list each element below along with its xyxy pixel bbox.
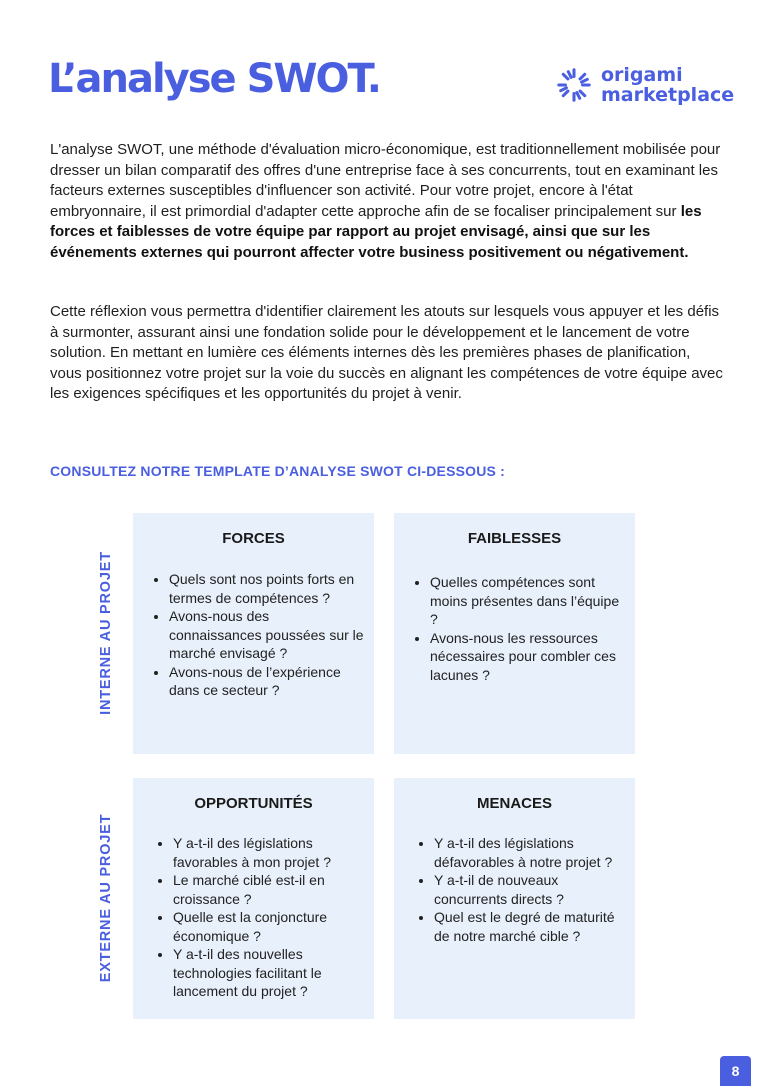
logo-line-2: marketplace [601,84,735,106]
list-item: • Quel est le degré de maturité de notre marché cible ? [434,908,625,945]
swot-opportunites-box [133,778,374,1019]
list-item: • Avons-nous les ressources nécessaires pour combler ces lacunes ? [430,629,625,685]
side-label-external: EXTERNE AU PROJET [98,813,114,983]
intro-paragraph-1-emphasis: les forces et faiblesses de votre équipe par rapport au projet envisagé, ainsi que sur les événements externes qui pourront affecter votre business positivement ou négativement. [50,202,702,261]
list-item: • Quelle est la conjoncture économique ? [173,908,364,945]
swot-faiblesses-title: FAIBLESSES [467,530,562,547]
swot-menaces-list [416,834,625,945]
list-item: • Avons-nous de l’expérience dans ce secteur ? [169,663,364,700]
swot-faiblesses-box [394,513,635,754]
swot-forces-title: FORCES [222,530,285,547]
list-item: • Le marché ciblé est-il en croissance ? [173,871,364,908]
list-item: • Y a-t-il des législations défavorables à notre projet ? [434,834,625,871]
list-item: • Y a-t-il de nouveaux concurrents directs ? [434,871,625,908]
intro-paragraph-2: Cette réflexion vous permettra d'identifier clairement les atouts sur lesquels vous appuyer et les défis à surmonter, assurant ainsi une fondation solide pour le développement et le lancement de votre solution. En mettant en lumière ces éléments internes dès les premières phases de planification, vous positionnez votre projet sur la voie du succès en alignant les compétences de votre équipe avec les exigences spécifiques et les opportunités du projet à venir. [50,303,723,402]
origami-burst-icon [555,66,593,104]
page-title: L’analyse SWOT. [48,56,380,102]
logo-line-1: origami [601,64,683,86]
list-item: • Y a-t-il des nouvelles technologies facilitant le lancement du projet ? [173,945,364,1001]
list-item: • Y a-t-il des législations favorables à mon projet ? [173,834,364,871]
page-number: 8 [720,1056,751,1086]
swot-forces-list [151,570,364,700]
brand-logo [555,65,734,105]
list-item: • Quelles compétences sont moins présentes dans l’équipe ? [430,573,625,629]
logo-wordmark [601,65,734,105]
swot-faiblesses-list [412,573,625,684]
list-item: • Avons-nous des connaissances poussées sur le marché envisagé ? [169,607,364,663]
list-item: • Quels sont nos points forts en termes de compétences ? [169,570,364,607]
side-label-internal: INTERNE AU PROJET [98,551,114,715]
swot-forces-box [133,513,374,754]
swot-menaces-title: MENACES [476,795,552,812]
intro-paragraph-1 [50,140,725,263]
swot-opportunites-title: OPPORTUNITÉS [194,795,313,812]
intro-paragraph-1-text: L'analyse SWOT, une méthode d'évaluation micro-économique, est traditionnellement mobilisée pour dresser un bilan comparatif des offres d'une entreprise face à ses concurrents, tout en examinant les facteurs externes susceptibles d'influencer son activité. Pour votre projet, encore à l'état embryonnaire, il est primordial d'adapter cette approche afin de se focaliser principalement sur [50,141,721,220]
swot-opportunites-list [155,834,364,1001]
template-heading: CONSULTEZ NOTRE TEMPLATE D’ANALYSE SWOT CI-DESSOUS : [50,463,506,479]
swot-menaces-box [394,778,635,1019]
